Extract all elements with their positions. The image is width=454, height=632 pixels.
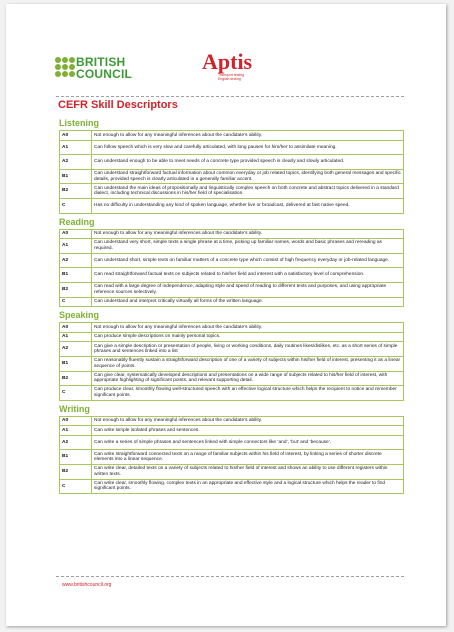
descriptor-cell: Can write clear, smoothly flowing, complex texts in an appropriate and effective style and a logical structure which helps the reader to find significant points. — [92, 479, 404, 494]
aptis-logo — [202, 51, 252, 81]
table-row — [60, 386, 404, 401]
descriptor-cell: Can produce simple descriptions on mainly personal topics. — [92, 332, 404, 342]
brand-name — [76, 56, 132, 80]
table-row — [60, 253, 404, 268]
table-row — [60, 356, 404, 371]
level-cell: C — [60, 479, 92, 494]
level-cell: A0 — [60, 416, 92, 426]
table-row — [60, 342, 404, 357]
descriptor-cell: Can understand short, simple texts on familiar matters of a concrete type which consist of high frequency everyday or job-related language. — [92, 253, 404, 268]
descriptors-content — [59, 117, 404, 496]
descriptor-cell: Can understand and interpret critically virtually all forms of the written language. — [92, 297, 404, 307]
descriptor-cell: Has no difficulty in understanding any kind of spoken language, whether live or broadcast, delivered at fast native speed. — [92, 198, 404, 213]
table-row — [60, 332, 404, 342]
level-cell: A1 — [60, 426, 92, 436]
table-row — [60, 465, 404, 480]
descriptor-cell: Not enough to allow for any meaningful inferences about the candidate’s ability. — [92, 131, 404, 141]
section-title-writing: Writing — [59, 403, 90, 414]
level-cell: A2 — [60, 253, 92, 268]
table-row — [60, 297, 404, 307]
table-row — [60, 131, 404, 141]
document-page — [6, 4, 446, 626]
table-writing — [59, 416, 404, 495]
descriptor-cell: Can read with a large degree of independence, adapting style and speed of reading to different texts and purposes, and using appropriate reference sources selectively. — [92, 282, 404, 297]
table-row — [60, 198, 404, 213]
table-row — [60, 140, 404, 155]
table-row — [60, 416, 404, 426]
level-cell: A1 — [60, 332, 92, 342]
level-cell: B2 — [60, 184, 92, 199]
level-cell: B2 — [60, 282, 92, 297]
level-cell: B2 — [60, 465, 92, 480]
brand-line-1: BRITISH — [76, 55, 126, 69]
table-row — [60, 169, 404, 184]
section-title-reading: Reading — [59, 216, 95, 227]
header — [54, 49, 414, 84]
level-cell: C — [60, 386, 92, 401]
level-cell: C — [60, 198, 92, 213]
table-speaking — [59, 322, 404, 401]
descriptor-cell: Not enough to allow for any meaningful inferences about the candidate’s ability. — [92, 229, 404, 239]
table-row — [60, 239, 404, 254]
aptis-tagline-1: Transport testing — [218, 73, 245, 77]
descriptor-cell: Can write a series of simple phrases and sentences linked with simple connectors like ‘and’, ‘but’ and ‘because’. — [92, 435, 404, 450]
table-row — [60, 184, 404, 199]
top-divider — [56, 96, 404, 97]
table-listening — [59, 130, 404, 214]
level-cell: C — [60, 297, 92, 307]
table-row — [60, 426, 404, 436]
level-cell: A1 — [60, 140, 92, 155]
table-row — [60, 155, 404, 170]
descriptor-cell: Not enough to allow for any meaningful inferences about the candidate’s ability. — [92, 416, 404, 426]
descriptor-cell: Can write simple isolated phrases and sentences. — [92, 426, 404, 436]
level-cell: B1 — [60, 169, 92, 184]
level-cell: A0 — [60, 323, 92, 333]
level-cell: A1 — [60, 239, 92, 254]
descriptor-cell: Can give a simple description or presentation of people, living or working conditions, daily routines likes/dislikes, etc. as a short series of simple phrases and sentences linked into a list — [92, 342, 404, 357]
descriptor-cell: Can reasonably fluently sustain a straightforward description of one of a variety of subjects within his/her field of interest, presenting it as a linear sequence of points. — [92, 356, 404, 371]
descriptor-cell: Can understand straightforward factual information about common everyday or job related topics, identifying both general messages and specific details, provided speech is clearly articulated in a generally familiar accent. — [92, 169, 404, 184]
table-row — [60, 282, 404, 297]
level-cell: B1 — [60, 356, 92, 371]
brand-line-2: COUNCIL — [76, 67, 133, 81]
table-row — [60, 323, 404, 333]
level-cell: A2 — [60, 342, 92, 357]
section-title-speaking: Speaking — [59, 310, 100, 321]
level-cell: A0 — [60, 229, 92, 239]
descriptor-cell: Can understand the main ideas of propositionally and linguistically complex speech on both concrete and abstract topics delivered in a standard dialect, including technical discussions in his/her field of specialisation. — [92, 184, 404, 199]
table-row — [60, 229, 404, 239]
descriptor-cell: Can produce clear, smoothly flowing well-structured speech with an effective logical structure which helps the recipient to notice and remember significant points. — [92, 386, 404, 401]
descriptor-cell: Can give clear, systematically developed descriptions and presentations on a wide range of subjects related to his/her field of interest, with appropriate highlighting of significant points, and relevant supporting detail. — [92, 371, 404, 386]
section-title-listening: Listening — [59, 118, 99, 128]
descriptor-cell: Can understand enough to be able to meet needs of a concrete type provided speech is clearly and slowly articulated. — [92, 155, 404, 170]
aptis-tagline-2: English testing — [218, 77, 241, 81]
level-cell: A2 — [60, 435, 92, 450]
table-row — [60, 450, 404, 465]
level-cell: B1 — [60, 268, 92, 283]
descriptor-cell: Can write straightforward connected texts on a range of familiar subjects within his field of interest, by linking a series of shorter discrete elements into a linear sequence. — [92, 450, 404, 465]
level-cell: A2 — [60, 155, 92, 170]
descriptor-cell: Can read straightforward factual texts on subjects related to his/her field and interest with a satisfactory level of comprehension. — [92, 268, 404, 283]
table-reading — [59, 229, 404, 308]
descriptor-cell: Not enough to allow for any meaningful inferences about the candidate’s ability. — [92, 323, 404, 333]
level-cell: A0 — [60, 131, 92, 141]
descriptor-cell: Can follow speech which is very slow and carefully articulated, with long pauses for him/her to assimilate meaning. — [92, 140, 404, 155]
page-title: CEFR Skill Descriptors — [58, 99, 178, 111]
level-cell: B1 — [60, 450, 92, 465]
descriptor-cell: Can understand very short, simple texts a single phrase at a time, picking up familiar names, words and basic phrases and rereading as required. — [92, 239, 404, 254]
bottom-divider — [56, 576, 404, 577]
table-row — [60, 268, 404, 283]
level-cell: B2 — [60, 371, 92, 386]
aptis-name: Aptis — [202, 49, 253, 74]
footer-url[interactable]: www.britishcouncil.org — [62, 582, 112, 588]
table-row — [60, 435, 404, 450]
table-row — [60, 479, 404, 494]
table-row — [60, 371, 404, 386]
descriptor-cell: Can write clear, detailed texts on a variety of subjects related to his/her field of interest and shows an ability to use different registers within written texts. — [92, 465, 404, 480]
